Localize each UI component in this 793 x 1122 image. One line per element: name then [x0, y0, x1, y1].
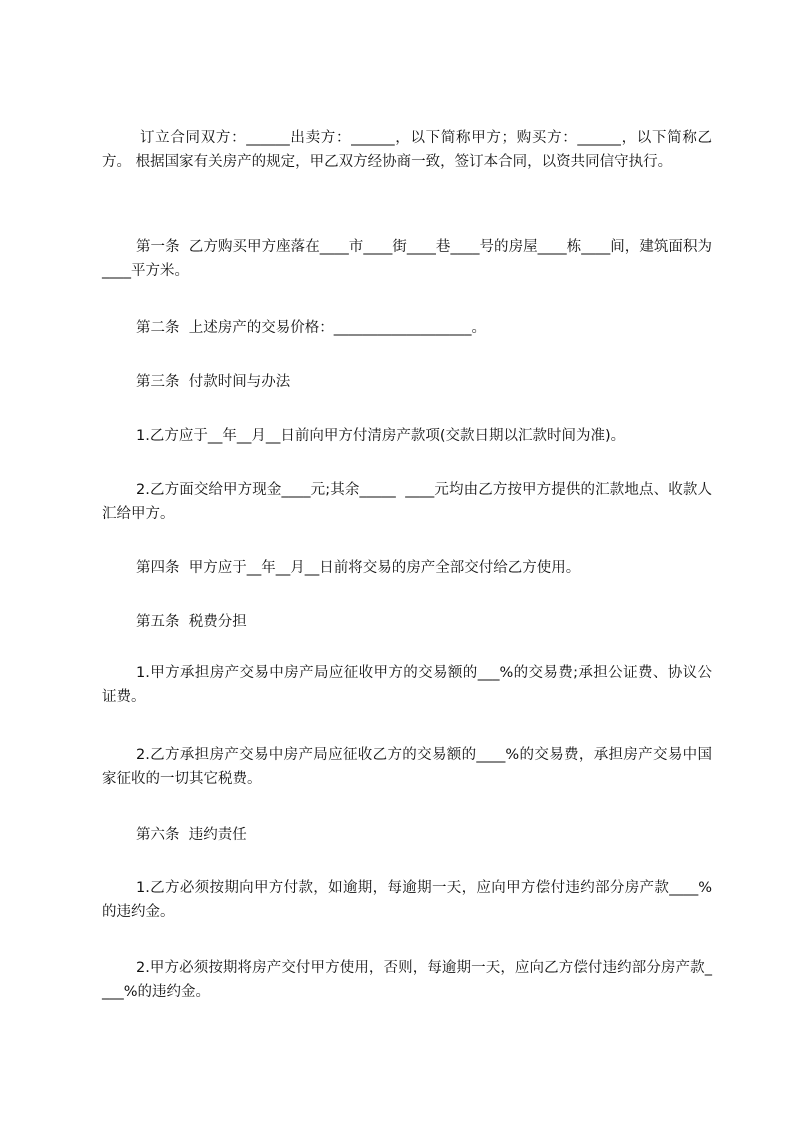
article-6-item-1: 1.乙方必须按期向甲方付款，如逾期，每逾期一天，应向甲方偿付违约部分房产款____%的违约金。	[102, 880, 712, 920]
article-5-title: 第五条 税费分担	[136, 614, 247, 630]
contract-preamble: 订立合同双方：______出卖方：______，以下简称甲方；购买方：______，以下简称乙方。 根据国家有关房产的规定，甲乙双方经协商一致，签订本合同，以资共同信守执行。	[102, 130, 712, 170]
article-5-item-1: 1.甲方承担房产交易中房产局应征收甲方的交易额的___%的交易费;承担公证费、协议公证费。	[102, 665, 712, 705]
article-2: 第二条 上述房产的交易价格：___________________。	[136, 320, 486, 336]
article-5-item-2: 2.乙方承担房产交易中房产局应征收乙方的交易额的____%的交易费，承担房产交易中国家征收的一切其它税费。	[102, 747, 712, 787]
article-6-title: 第六条 违约责任	[136, 827, 247, 843]
article-3-item-1: 1.乙方应于__年__月__日前向甲方付清房产款项(交款日期以汇款时间为准)。	[136, 428, 626, 444]
article-1: 第一条 乙方购买甲方座落在____市____街____巷____号的房屋____栋____间，建筑面积为____平方米。	[102, 239, 712, 279]
article-3-title: 第三条 付款时间与办法	[136, 374, 291, 390]
article-6-item-2: 2.甲方必须按期将房产交付甲方使用，否则，每逾期一天，应向乙方偿付违约部分房产款____%的违约金。	[102, 960, 712, 1000]
article-3-item-2: 2.乙方面交给甲方现金____元;其余_____ ____元均由乙方按甲方提供的汇款地点、收款人汇给甲方。	[102, 482, 712, 522]
article-4: 第四条 甲方应于__年__月__日前将交易的房产全部交付给乙方使用。	[136, 560, 581, 576]
